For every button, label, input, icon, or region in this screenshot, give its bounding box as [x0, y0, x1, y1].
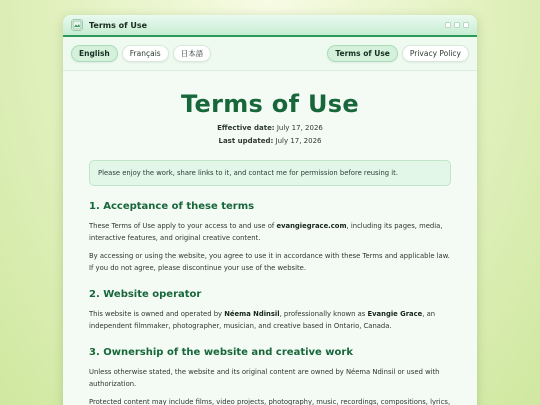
text: , an independent filmmaker, photographer, musician, and creative based in Ontario, Canada.	[89, 310, 436, 330]
section-heading-acceptance: 1. Acceptance of these terms	[89, 201, 255, 212]
owner-name: Néema Ndinsil	[224, 310, 280, 318]
text: This website is owned and operated by	[89, 310, 225, 318]
minimize-button[interactable]	[445, 22, 451, 28]
notice-box: Please enjoy the work, share links to it, and contact me for permission before reusing it.	[89, 160, 451, 186]
effective-date-value: July 17, 2026	[276, 124, 323, 132]
text: These Terms of Use apply to your access to and use of	[89, 222, 277, 230]
lang-english[interactable]: English	[71, 45, 118, 62]
lang-japanese[interactable]: 日本語	[173, 45, 212, 62]
close-button[interactable]	[463, 22, 469, 28]
page-content	[63, 90, 477, 405]
title-bar	[63, 15, 477, 37]
maximize-button[interactable]	[454, 22, 460, 28]
site-nav	[63, 37, 477, 71]
nav-privacy-policy[interactable]: Privacy Policy	[402, 45, 469, 62]
app-icon	[71, 19, 83, 31]
last-updated-label: Last updated:	[218, 137, 274, 145]
effective-date	[89, 122, 451, 135]
last-updated-value: July 17, 2026	[275, 137, 322, 145]
ownership-paragraph-1: Unless otherwise stated, the website and its original content are owned by Néema Ndinsil or used with authorization.	[89, 368, 440, 388]
nav-terms-of-use[interactable]: Terms of Use	[327, 45, 397, 62]
section-heading-operator: 2. Website operator	[89, 289, 202, 300]
acceptance-paragraph-1	[89, 220, 451, 244]
window-controls	[445, 22, 469, 28]
operator-paragraph	[89, 308, 451, 332]
effective-date-label: Effective date:	[217, 124, 275, 132]
professional-name: Evangie Grace	[367, 310, 423, 318]
text: , professionally known as	[279, 310, 368, 318]
browser-window	[63, 15, 477, 405]
ownership-paragraph-2: Protected content may include films, video projects, photography, music, recordings, compositions, lyrics,	[89, 398, 451, 405]
text: , including its pages, media, interactive features, and original creative content.	[89, 222, 443, 242]
site-domain: evangiegrace.com	[276, 222, 347, 230]
page-title: Terms of Use	[181, 90, 359, 118]
window-title: Terms of Use	[89, 20, 148, 30]
lang-french[interactable]: Français	[122, 45, 169, 62]
last-updated	[89, 135, 451, 148]
acceptance-paragraph-2: By accessing or using the website, you agree to use it in accordance with these Terms and applicable law. If you do not agree, please discontinue your use of the website.	[89, 252, 450, 272]
section-heading-ownership: 3. Ownership of the website and creative work	[89, 347, 353, 358]
